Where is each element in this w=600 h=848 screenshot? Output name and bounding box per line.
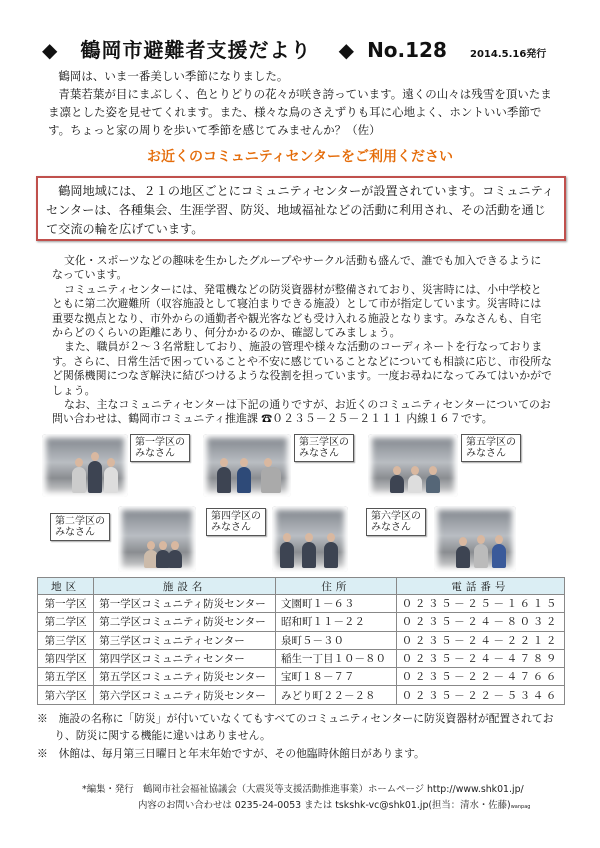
- intro-paragraph: 青葉若葉が目にまぶしく、色とりどりの花々が咲き誇っています。遠くの山々は残雪を頂いたまま凛とした姿を見せてくれます。また、様々な鳥のさえずりも耳に心地よく、ホントいい季節です。ちょっと家の周りを歩いて季節を感じてみませんか？（佐）: [48, 87, 552, 137]
- photo-district-5: [368, 434, 458, 497]
- cell-address: 宝町１８－７７: [275, 668, 396, 686]
- photo-label-district-4: 第四学区の みなさん: [206, 508, 266, 536]
- cell-district: 第三学区: [38, 631, 94, 649]
- paragraph: また、職員が２～３名常駐しており、施設の管理や様々な活動のコーディネートを行なっております。さらに、日常生活で困っていることや不安に感じていることなどについても相談に応じ、市役所など関係機関につなぎ解決に結びつけるような役割を担っています。一度お尋ねになってみてはいかがでしょう。: [52, 340, 552, 397]
- table-row: [38, 668, 565, 686]
- table-row: [38, 649, 565, 667]
- table-header-row: [38, 578, 565, 595]
- header-phone: 電話番号: [396, 578, 564, 595]
- cell-phone: ０２３５－２５－１６１５: [396, 595, 564, 613]
- photo-district-1: [42, 434, 128, 497]
- footer-mark: wanpag: [510, 804, 531, 810]
- newsletter-title: 鶴岡市避難者支援だより: [80, 38, 312, 62]
- box-text: 鶴岡地域には、２１の地区ごとにコミュニティセンターが設置されています。コミュニティセンターは、各種集会、生涯学習、防災、地域福祉などの活動に利用され、その活動を通じて交流の輪を広げています。: [46, 184, 554, 236]
- cell-address: 泉町５－３０: [275, 631, 396, 649]
- newsletter-header: [42, 34, 562, 60]
- article-body: [52, 254, 552, 427]
- cell-facility: 第四学区コミュニティセンター: [94, 649, 276, 667]
- photo-label-district-1: 第一学区の みなさん: [130, 434, 190, 462]
- table-row: [38, 686, 565, 704]
- issue-number: No.128: [367, 38, 447, 62]
- cell-phone: ０２３５－２４－２２１２: [396, 631, 564, 649]
- cell-facility: 第二学区コミュニティ防災センター: [94, 613, 276, 631]
- header-district: 地区: [38, 578, 94, 595]
- cell-facility: 第五学区コミュニティ防災センター: [94, 668, 276, 686]
- photo-district-4: [272, 506, 348, 572]
- header-facility: 施設名: [94, 578, 276, 595]
- footer-contact-text: 内容のお問い合わせは 0235-24-0053 または tskshk-vc@shk01.jp(担当：清水・佐藤): [138, 800, 511, 811]
- paragraph: 文化・スポーツなどの趣味を生かしたグループやサークル活動も盛んで、誰でも加入できるようになっています。: [52, 254, 542, 282]
- intro-line-1: 鶴岡は、いま一番美しい季節になりました。: [58, 69, 289, 83]
- photo-district-2: [118, 506, 196, 572]
- cell-district: 第二学区: [38, 613, 94, 631]
- photo-label-district-3: 第三学区の みなさん: [294, 434, 354, 462]
- table-row: [38, 631, 565, 649]
- table-row: [38, 595, 565, 613]
- note-2: ※ 休館は、毎月第三日曜日と年末年始ですが、その他臨時休館日があります。: [37, 747, 425, 760]
- photo-label-district-2: 第二学区の みなさん: [50, 513, 110, 541]
- header-address: 住所: [275, 578, 396, 595]
- cell-district: 第四学区: [38, 649, 94, 667]
- highlight-box: [36, 176, 566, 241]
- photo-label-district-6: 第六学区の みなさん: [366, 508, 426, 536]
- issue-date: 2014.5.16発行: [469, 49, 547, 60]
- cell-phone: ０２３５－２４－８０３２: [396, 613, 564, 631]
- footer-publisher: *編集・発行 鶴岡市社会福祉協議会（大震災等支援活動推進事業）ホームページ http://www.shk01.jp/: [82, 784, 524, 795]
- diamond-icon: ◆: [42, 38, 58, 62]
- section-heading: お近くのコミュニティセンターをご利用ください: [146, 149, 454, 165]
- paragraph: コミュニティセンターには、発電機などの防災資器材が整備されており、災害時には、小中学校とともに第二次避難所（収容施設として寝泊まりできる施設）として市が指定しています。災害時には重要な拠点となり、市外からの通勤者や観光客なども受け入れる施設となります。みなさんも、自宅からどのくらいの距離にあり、何分かかるのか、確認してみましょう。: [52, 282, 542, 340]
- community-center-table: [37, 577, 565, 705]
- cell-facility: 第一学区コミュニティ防災センター: [94, 595, 276, 613]
- cell-facility: 第三学区コミュニティセンター: [94, 631, 276, 649]
- footer-contact: [138, 799, 530, 814]
- paragraph: なお、主なコミュニティセンターは下記の通りですが、お近くのコミュニティセンターについてのお問い合わせは、鶴岡市コミュニティ推進課 ☎０２３５－２５－２１１１ 内線１６７です。: [52, 398, 551, 426]
- cell-district: 第六学区: [38, 686, 94, 704]
- table-row: [38, 613, 565, 631]
- cell-address: みどり町２２－２８: [275, 686, 396, 704]
- cell-district: 第一学区: [38, 595, 94, 613]
- photo-label-district-5: 第五学区の みなさん: [461, 434, 521, 462]
- cell-phone: ０２３５－２２－４７６６: [396, 668, 564, 686]
- photo-district-3: [203, 434, 291, 497]
- cell-address: 文園町１－６３: [275, 595, 396, 613]
- photo-district-6: [434, 506, 516, 572]
- cell-facility: 第六学区コミュニティ防災センター: [94, 686, 276, 704]
- diamond-icon: ◆: [338, 38, 354, 62]
- cell-district: 第五学区: [38, 668, 94, 686]
- cell-phone: ０２３５－２２－５３４６: [396, 686, 564, 704]
- cell-address: 稲生一丁目１０－８０: [275, 649, 396, 667]
- cell-address: 昭和町１１－２２: [275, 613, 396, 631]
- cell-phone: ０２３５－２４－４７８９: [396, 649, 564, 667]
- note-1: ※ 施設の名称に「防災」が付いていなくてもすべてのコミュニティセンターに防災資器材が配置されており、防災に関する機能に違いはありません。: [37, 712, 554, 742]
